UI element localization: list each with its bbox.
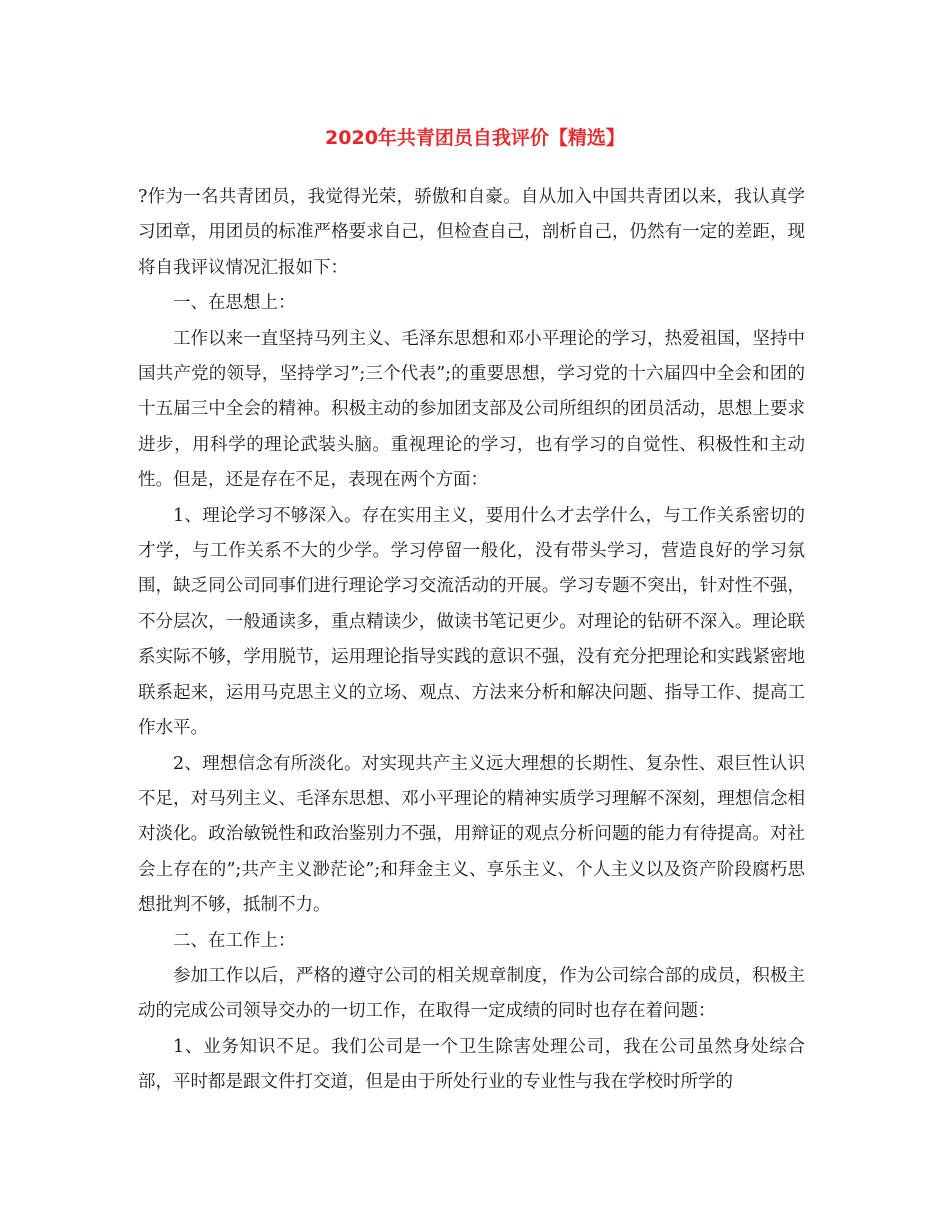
paragraph: 工作以来一直坚持马列主义、毛泽东思想和邓小平理论的学习，热爱祖国，坚持中国共产党的领导，坚持学习”;三个代表”;的重要思想，学习党的十六届四中全会和团的十五届三中全会的精神。积极主动的参加团支部及公司所组织的团员活动，思想上要求进步，用科学的理论武装头脑。重视理论的学习，也有学习的自觉性、积极性和主动性。但是，还是存在不足，表现在两个方面： (138, 328, 805, 491)
document-body (138, 180, 805, 1101)
paragraph: 1、业务知识不足。我们公司是一个卫生除害处理公司，我在公司虽然身处综合部，平时都是跟文件打交道，但是由于所处行业的专业性与我在学校时所学的 (138, 1036, 805, 1093)
section-heading: 二、在工作上： (173, 930, 296, 951)
document-title: 2020年共青团员自我评价【精选】 (325, 127, 625, 149)
paragraph: ?作为一名共青团员，我觉得光荣，骄傲和自豪。自从加入中国共青团以来，我认真学习团章，用团员的标准严格要求自己，但检查自己，剖析自己，仍然有一定的差距，现将自我评议情况汇报如下： (138, 187, 805, 278)
paragraph: 1、理论学习不够深入。存在实用主义，要用什么才去学什么，与工作关系密切的才学，与工作关系不大的少学。学习停留一般化，没有带头学习，营造良好的学习氛围，缺乏同公司同事们进行理论学习交流活动的开展。学习专题不突出，针对性不强，不分层次，一般通读多，重点精读少，做读书笔记更少。对理论的钻研不深入。理论联系实际不够，学用脱节，运用理论指导实践的意识不强，没有充分把理论和实践紧密地联系起来，运用马克思主义的立场、观点、方法来分析和解决问题、指导工作、提高工作水平。 (138, 505, 805, 739)
paragraph: 参加工作以后，严格的遵守公司的相关规章制度，作为公司综合部的成员，积极主动的完成公司领导交办的一切工作，在取得一定成绩的同时也存在着问题： (138, 965, 805, 1022)
section-heading: 一、在思想上： (173, 293, 296, 314)
paragraph: 2、理想信念有所淡化。对实现共产主义远大理想的长期性、复杂性、艰巨性认识不足，对马列主义、毛泽东思想、邓小平理论的精神实质学习理解不深刻，理想信念相对淡化。政治敏锐性和政治鉴别力不强，用辩证的观点分析问题的能力有待提高。对社会上存在的”;共产主义渺茫论”;和拜金主义、享乐主义、个人主义以及资产阶段腐朽思想批判不够，抵制不力。 (138, 753, 805, 916)
